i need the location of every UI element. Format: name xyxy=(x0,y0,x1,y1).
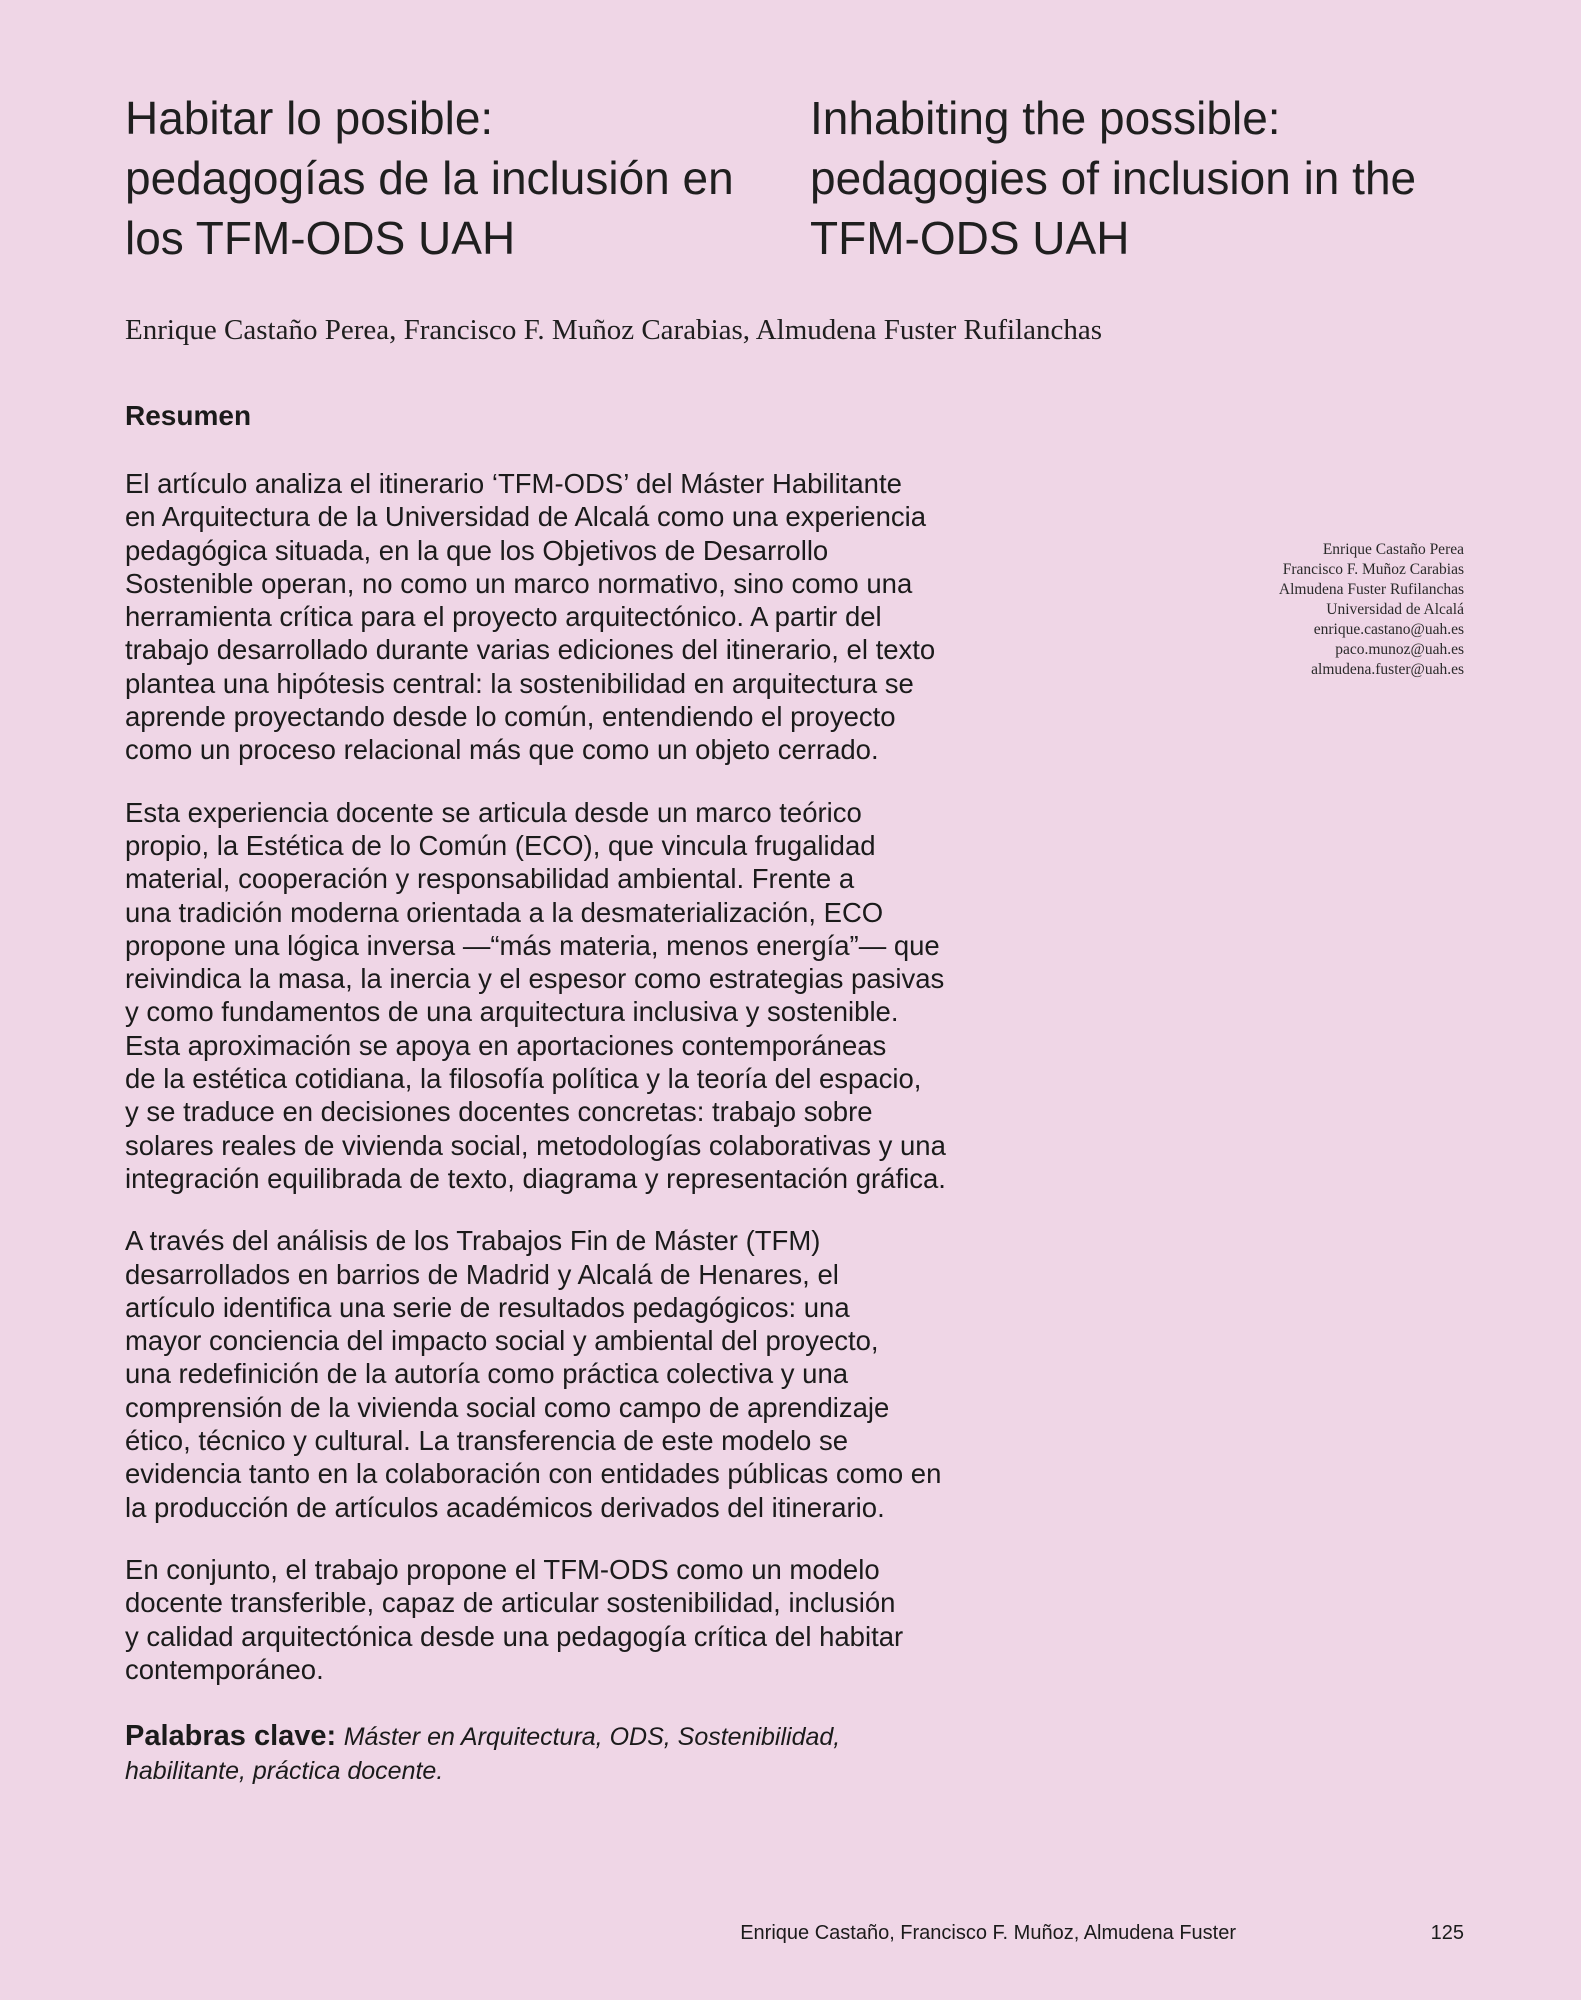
text-line: comprensión de la vivienda social como campo de aprendizaje xyxy=(125,1391,890,1423)
affiliation-author-name: Almudena Fuster Rufilanchas xyxy=(1278,581,1464,598)
title-spanish-line: pedagogías de la inclusión en xyxy=(125,152,734,204)
abstract-paragraph xyxy=(125,1553,1025,1686)
abstract-paragraph xyxy=(125,467,1025,767)
text-line: una tradición moderna orientada a la desmaterialización, ECO xyxy=(125,896,884,928)
keywords-label: Palabras clave: xyxy=(125,1720,337,1752)
title-spanish-line: Habitar lo posible: xyxy=(125,92,494,144)
affiliation-author-name: Enrique Castaño Perea xyxy=(1322,541,1464,558)
title-english xyxy=(810,88,1510,268)
text-line: contemporáneo. xyxy=(125,1653,324,1685)
author-list: Enrique Castaño Perea, Francisco F. Muñoz Carabias, Almudena Fuster Rufilanchas xyxy=(125,314,1103,346)
page-number: 125 xyxy=(1430,1922,1464,1944)
text-line: y como fundamentos de una arquitectura inclusiva y sostenible. xyxy=(125,996,899,1028)
title-english-line: TFM-ODS UAH xyxy=(810,212,1130,264)
text-line: en Arquitectura de la Universidad de Alcalá como una experiencia xyxy=(125,501,927,533)
title-english-line: Inhabiting the possible: xyxy=(810,92,1281,144)
text-line: propio, la Estética de lo Común (ECO), que vincula frugalidad xyxy=(125,829,876,861)
text-line: herramienta crítica para el proyecto arquitectónico. A partir del xyxy=(125,601,882,633)
abstract-heading: Resumen xyxy=(125,400,252,431)
title-spanish xyxy=(125,88,795,268)
text-line: de la estética cotidiana, la filosofía política y la teoría del espacio, xyxy=(125,1063,922,1095)
text-line: material, cooperación y responsabilidad ambiental. Frente a xyxy=(125,863,855,895)
text-line: A través del análisis de los Trabajos Fin de Máster (TFM) xyxy=(125,1225,821,1257)
text-line: aprende proyectando desde lo común, entendiendo el proyecto xyxy=(125,701,896,733)
affiliation-email: enrique.castano@uah.es xyxy=(1313,621,1464,638)
text-line: integración equilibrada de texto, diagrama y representación gráfica. xyxy=(125,1162,946,1194)
text-line: la producción de artículos académicos derivados del itinerario. xyxy=(125,1491,885,1523)
text-line: solares reales de vivienda social, metodologías colaborativas y una xyxy=(125,1129,946,1161)
abstract-paragraph xyxy=(125,1224,1025,1524)
title-spanish-line: los TFM-ODS UAH xyxy=(125,212,516,264)
author-affiliation xyxy=(1279,540,1464,680)
keywords-line: Máster en Arquitectura, ODS, Sostenibilidad, xyxy=(343,1723,841,1751)
text-line: artículo identifica una serie de resultados pedagógicos: una xyxy=(125,1291,850,1323)
text-line: pedagógica situada, en la que los Objetivos de Desarrollo xyxy=(125,534,829,566)
text-line: docente transferible, capaz de articular sostenibilidad, inclusión xyxy=(125,1587,896,1619)
abstract-paragraph xyxy=(125,796,1025,1196)
text-line: como un proceso relacional más que como un objeto cerrado. xyxy=(125,734,879,766)
abstract-body xyxy=(125,467,1025,1715)
affiliation-author-name: Francisco F. Muñoz Carabias xyxy=(1282,561,1464,578)
text-line: En conjunto, el trabajo propone el TFM-ODS como un modelo xyxy=(125,1553,880,1585)
text-line: evidencia tanto en la colaboración con entidades públicas como en xyxy=(125,1458,942,1490)
text-line: reivindica la masa, la inercia y el espesor como estrategias pasivas xyxy=(125,963,945,995)
text-line: propone una lógica inversa —“más materia, menos energía”— que xyxy=(125,929,940,961)
title-english-line: pedagogies of inclusion in the xyxy=(810,152,1417,204)
text-line: El artículo analiza el itinerario ‘TFM-ODS’ del Máster Habilitante xyxy=(125,468,902,499)
text-line: Esta aproximación se apoya en aportaciones contemporáneas xyxy=(125,1029,887,1061)
keywords xyxy=(125,1720,1025,1788)
keywords-line: habilitante, práctica docente. xyxy=(125,1757,444,1785)
text-line: plantea una hipótesis central: la sostenibilidad en arquitectura se xyxy=(125,667,914,699)
text-line: ético, técnico y cultural. La transferencia de este modelo se xyxy=(125,1425,849,1457)
text-line: una redefinición de la autoría como práctica colectiva y una xyxy=(125,1358,849,1390)
text-line: Sostenible operan, no como un marco normativo, sino como una xyxy=(125,567,913,599)
text-line: Esta experiencia docente se articula desde un marco teórico xyxy=(125,796,862,828)
affiliation-email: almudena.fuster@uah.es xyxy=(1311,661,1464,678)
running-footer-authors: Enrique Castaño, Francisco F. Muñoz, Almudena Fuster xyxy=(740,1922,1236,1944)
affiliation-email: paco.munoz@uah.es xyxy=(1335,641,1464,658)
text-line: trabajo desarrollado durante varias ediciones del itinerario, el texto xyxy=(125,634,936,666)
text-line: y calidad arquitectónica desde una pedagogía crítica del habitar xyxy=(125,1620,904,1652)
affiliation-institution: Universidad de Alcalá xyxy=(1326,601,1464,618)
text-line: y se traduce en decisiones docentes concretas: trabajo sobre xyxy=(125,1096,873,1128)
text-line: desarrollados en barrios de Madrid y Alcalá de Henares, el xyxy=(125,1258,839,1290)
text-line: mayor conciencia del impacto social y ambiental del proyecto, xyxy=(125,1325,879,1357)
